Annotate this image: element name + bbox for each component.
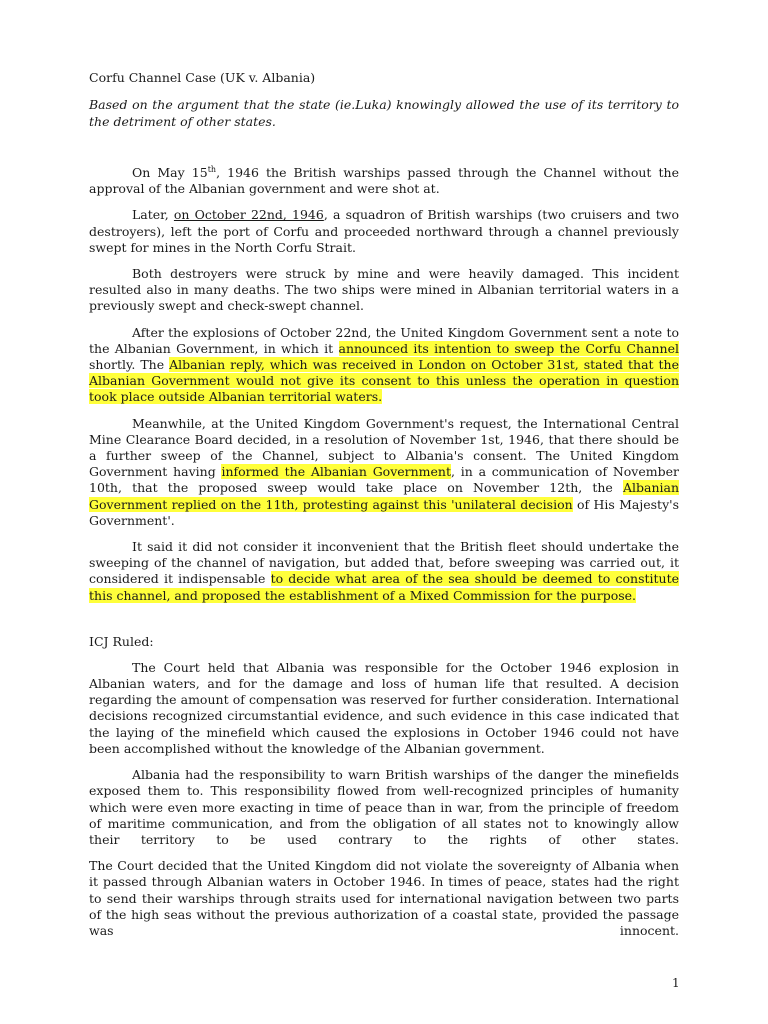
ruling-paragraph-sovereignty: The Court decided that the United Kingdom did not violate the sovereignty of Albania when it passed through Albanian waters in October 1946. In times of peace, states had the right to send their warships through straits used for international navigation between two parts of the high seas without the previous authorization of a coastal state, provided the passage was innocent. bbox=[89, 858, 679, 938]
text-run: , 1946 the British warships passed through the Channel without the approval of the Albanian government and were shot at. bbox=[89, 165, 679, 197]
text-run: It said it did not consider it inconvenient that the British fleet should undertake the sweeping of the channel of navigation, but added that, before sweeping was carried out, it considered it indispensable bbox=[89, 539, 679, 587]
highlight-mixed-commission: to decide what area of the sea should be deemed to constitute this channel, and proposed the establishment of a Mixed Commission for the purpose. bbox=[89, 571, 679, 603]
underlined-date: on October 22nd, 1946 bbox=[173, 207, 324, 223]
paragraph-mine-clearance-board bbox=[89, 416, 679, 529]
page-number: 1 bbox=[672, 976, 680, 990]
text-run: , in a communication of November 10th, that the proposed sweep would take place on November 12th, the bbox=[89, 464, 679, 496]
document-page bbox=[89, 70, 679, 949]
text-run: , a squadron of British warships (two cruisers and two destroyers), left the port of Corfu and proceeded northward through a channel previously swept for mines in the North Corfu Strait. bbox=[89, 207, 679, 255]
text-run: After the explosions of October 22nd, the United Kingdom Government sent a note to the Albanian Government, in which it bbox=[89, 324, 679, 356]
ruling-heading: ICJ Ruled: bbox=[89, 633, 154, 649]
paragraph-uk-note bbox=[89, 325, 679, 406]
superscript-th: th bbox=[207, 164, 217, 174]
highlight-informed-albanian-government: informed the Albanian Government bbox=[221, 464, 452, 480]
document-title: Corfu Channel Case (UK v. Albania) bbox=[89, 70, 316, 85]
paragraph-destroyers-struck: Both destroyers were struck by mine and were heavily damaged. This incident resulted also in many deaths. The two ships were mined in Albanian territorial waters in a previously swept and check-swept channel. bbox=[89, 266, 679, 314]
text-run: Later, bbox=[132, 207, 174, 223]
ruling-paragraph-duty-to-warn: Albania had the responsibility to warn British warships of the danger the minefields exposed them to. This responsibility flowed from well-recognized principles of humanity which were even more exacting in time of peace than in war, from the principle of freedom of maritime communication, and from the obligation of all states not to knowingly allow their territory to be used contrary to the rights of other states. bbox=[89, 767, 679, 847]
highlight-sweep-intention: announced its intention to sweep the Corfu Channel bbox=[338, 340, 679, 356]
paragraph-mixed-commission bbox=[89, 539, 679, 604]
text-run: of His Majesty's Government'. bbox=[89, 496, 679, 528]
paragraph-october-22 bbox=[89, 207, 679, 256]
document-subtitle: Based on the argument that the state (ie.Luka) knowingly allowed the use of its territory to the detriment of other states. bbox=[89, 97, 679, 129]
highlight-albanian-reply: Albanian reply, which was received in London on October 31st, stated that the Albanian Government would not give its consent to this unless the operation in question took place outside Albanian territorial waters. bbox=[89, 357, 679, 405]
text-run: On May 15 bbox=[132, 165, 208, 180]
text-run: shortly. The bbox=[89, 357, 170, 373]
highlight-albanian-protest: Albanian Government replied on the 11th, protesting against this 'unilateral decision bbox=[89, 480, 679, 512]
ruling-paragraph-responsibility: The Court held that Albania was responsible for the October 1946 explosion in Albanian waters, and for the damage and loss of human life that resulted. A decision regarding the amount of compensation was reserved for further consideration. International decisions recognized circumstantial evidence, and such evidence in this case indicated that the laying of the minefield which caused the explosions in October 1946 could not have been accomplished without the knowledge of the Albanian government. bbox=[89, 659, 679, 756]
text-run: Meanwhile, at the United Kingdom Government's request, the International Central Mine Clearance Board decided, in a resolution of November 1st, 1946, that there should be a further sweep of the Channel, subject to Albania's consent. The United Kingdom Government having bbox=[89, 415, 679, 480]
paragraph-may-15 bbox=[89, 165, 679, 197]
